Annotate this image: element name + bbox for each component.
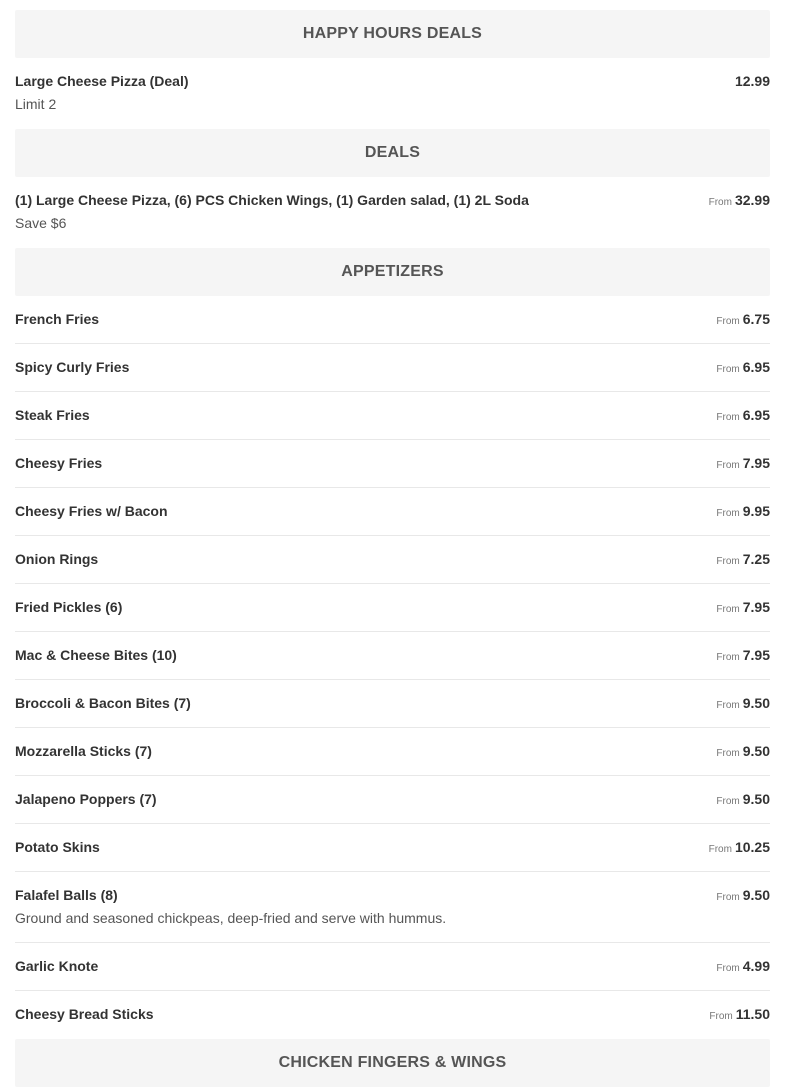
price-value: 7.95	[742, 647, 770, 663]
item-price	[716, 359, 770, 378]
item-price	[716, 887, 770, 906]
item-name: Mozzarella Sticks (7)	[15, 743, 152, 759]
item-price	[716, 791, 770, 810]
price-value: 10.25	[734, 839, 770, 855]
item-description: Ground and seasoned chickpeas, deep-fried and serve with hummus.	[15, 910, 447, 926]
item-price	[716, 958, 770, 977]
item-price	[709, 192, 770, 211]
menu-item-cheesy-fries-w-bacon[interactable]	[15, 488, 770, 536]
price-value: 7.25	[742, 551, 770, 567]
price-from-label: From	[716, 460, 740, 471]
item-name: Broccoli & Bacon Bites (7)	[15, 695, 191, 711]
menu-item-spicy-curly-fries[interactable]	[15, 344, 770, 392]
price-value: 9.50	[742, 743, 770, 759]
item-price	[716, 407, 770, 426]
menu-item-1-large-cheese-pizza-6-pcs-chicken-wings-1-garden-salad-1-2l-soda[interactable]	[15, 177, 770, 248]
item-name: Cheesy Bread Sticks	[15, 1006, 154, 1022]
price-from-label: From	[716, 748, 740, 759]
price-from-label: From	[708, 844, 732, 855]
price-value: 6.75	[742, 311, 770, 327]
menu-item-potato-skins[interactable]	[15, 824, 770, 872]
item-price	[716, 503, 770, 522]
menu-section-appetizers	[15, 248, 770, 1039]
menu-item-broccoli-bacon-bites-7[interactable]	[15, 680, 770, 728]
price-value: 7.95	[742, 455, 770, 471]
menu-item-french-fries[interactable]	[15, 296, 770, 344]
menu-item-large-cheese-pizza-deal[interactable]	[15, 58, 770, 129]
item-name: Fried Pickles (6)	[15, 599, 123, 615]
menu-item-garlic-knote[interactable]	[15, 943, 770, 991]
menu	[15, 10, 770, 1087]
item-name: Cheesy Fries	[15, 455, 103, 471]
menu-section-deals	[15, 129, 770, 248]
menu-item-cheesy-bread-sticks[interactable]	[15, 991, 770, 1039]
menu-item-cheesy-fries[interactable]	[15, 440, 770, 488]
price-from-label: From	[716, 316, 740, 327]
price-from-label: From	[716, 604, 740, 615]
price-value: 9.50	[742, 887, 770, 903]
item-price	[716, 455, 770, 474]
item-name: Cheesy Fries w/ Bacon	[15, 503, 168, 519]
menu-item-steak-fries[interactable]	[15, 392, 770, 440]
price-value: 32.99	[734, 192, 770, 208]
price-from-label: From	[716, 412, 740, 423]
item-description: Save $6	[15, 215, 67, 231]
item-name: Potato Skins	[15, 839, 100, 855]
item-name: (1) Large Cheese Pizza, (6) PCS Chicken Wings, (1) Garden salad, (1) 2L Soda	[15, 192, 529, 208]
item-price	[709, 839, 770, 858]
menu-item-fried-pickles-6[interactable]	[15, 584, 770, 632]
section-header: DEALS	[15, 129, 770, 177]
price-value: 9.50	[742, 695, 770, 711]
menu-item-jalapeno-poppers-7[interactable]	[15, 776, 770, 824]
item-name: Spicy Curly Fries	[15, 359, 130, 375]
menu-item-falafel-balls-8[interactable]	[15, 872, 770, 943]
item-name: French Fries	[15, 311, 100, 327]
section-header: APPETIZERS	[15, 248, 770, 296]
item-price	[709, 1006, 770, 1025]
price-from-label: From	[716, 556, 740, 567]
price-from-label: From	[716, 652, 740, 663]
item-name: Falafel Balls (8)	[15, 887, 118, 903]
item-name: Garlic Knote	[15, 958, 99, 974]
item-price	[716, 551, 770, 570]
price-from-label: From	[716, 508, 740, 519]
price-from-label: From	[708, 197, 732, 208]
item-price	[716, 599, 770, 618]
item-name: Large Cheese Pizza (Deal)	[15, 73, 189, 89]
price-value: 9.95	[742, 503, 770, 519]
price-value: 4.99	[742, 958, 770, 974]
item-price	[716, 647, 770, 666]
item-description: Limit 2	[15, 96, 57, 112]
price-from-label: From	[709, 1011, 733, 1022]
price-from-label: From	[716, 796, 740, 807]
menu-item-mac-cheese-bites-10[interactable]	[15, 632, 770, 680]
section-header: HAPPY HOURS DEALS	[15, 10, 770, 58]
menu-section-happy-hours-deals	[15, 10, 770, 129]
price-from-label: From	[716, 963, 740, 974]
price-value: 11.50	[735, 1006, 770, 1022]
item-name: Jalapeno Poppers (7)	[15, 791, 157, 807]
menu-item-onion-rings[interactable]	[15, 536, 770, 584]
menu-item-mozzarella-sticks-7[interactable]	[15, 728, 770, 776]
item-price	[716, 695, 770, 714]
price-value: 12.99	[734, 73, 770, 89]
menu-section-chicken-fingers-wings	[15, 1039, 770, 1087]
price-from-label: From	[716, 892, 740, 903]
section-header: CHICKEN FINGERS & WINGS	[15, 1039, 770, 1087]
price-value: 7.95	[742, 599, 770, 615]
price-value: 6.95	[742, 359, 770, 375]
price-from-label: From	[716, 700, 740, 711]
item-name: Steak Fries	[15, 407, 90, 423]
item-price	[716, 743, 770, 762]
item-name: Onion Rings	[15, 551, 99, 567]
item-price	[735, 73, 770, 90]
price-value: 6.95	[742, 407, 770, 423]
price-from-label: From	[716, 364, 740, 375]
price-value: 9.50	[742, 791, 770, 807]
item-price	[716, 311, 770, 330]
item-name: Mac & Cheese Bites (10)	[15, 647, 177, 663]
